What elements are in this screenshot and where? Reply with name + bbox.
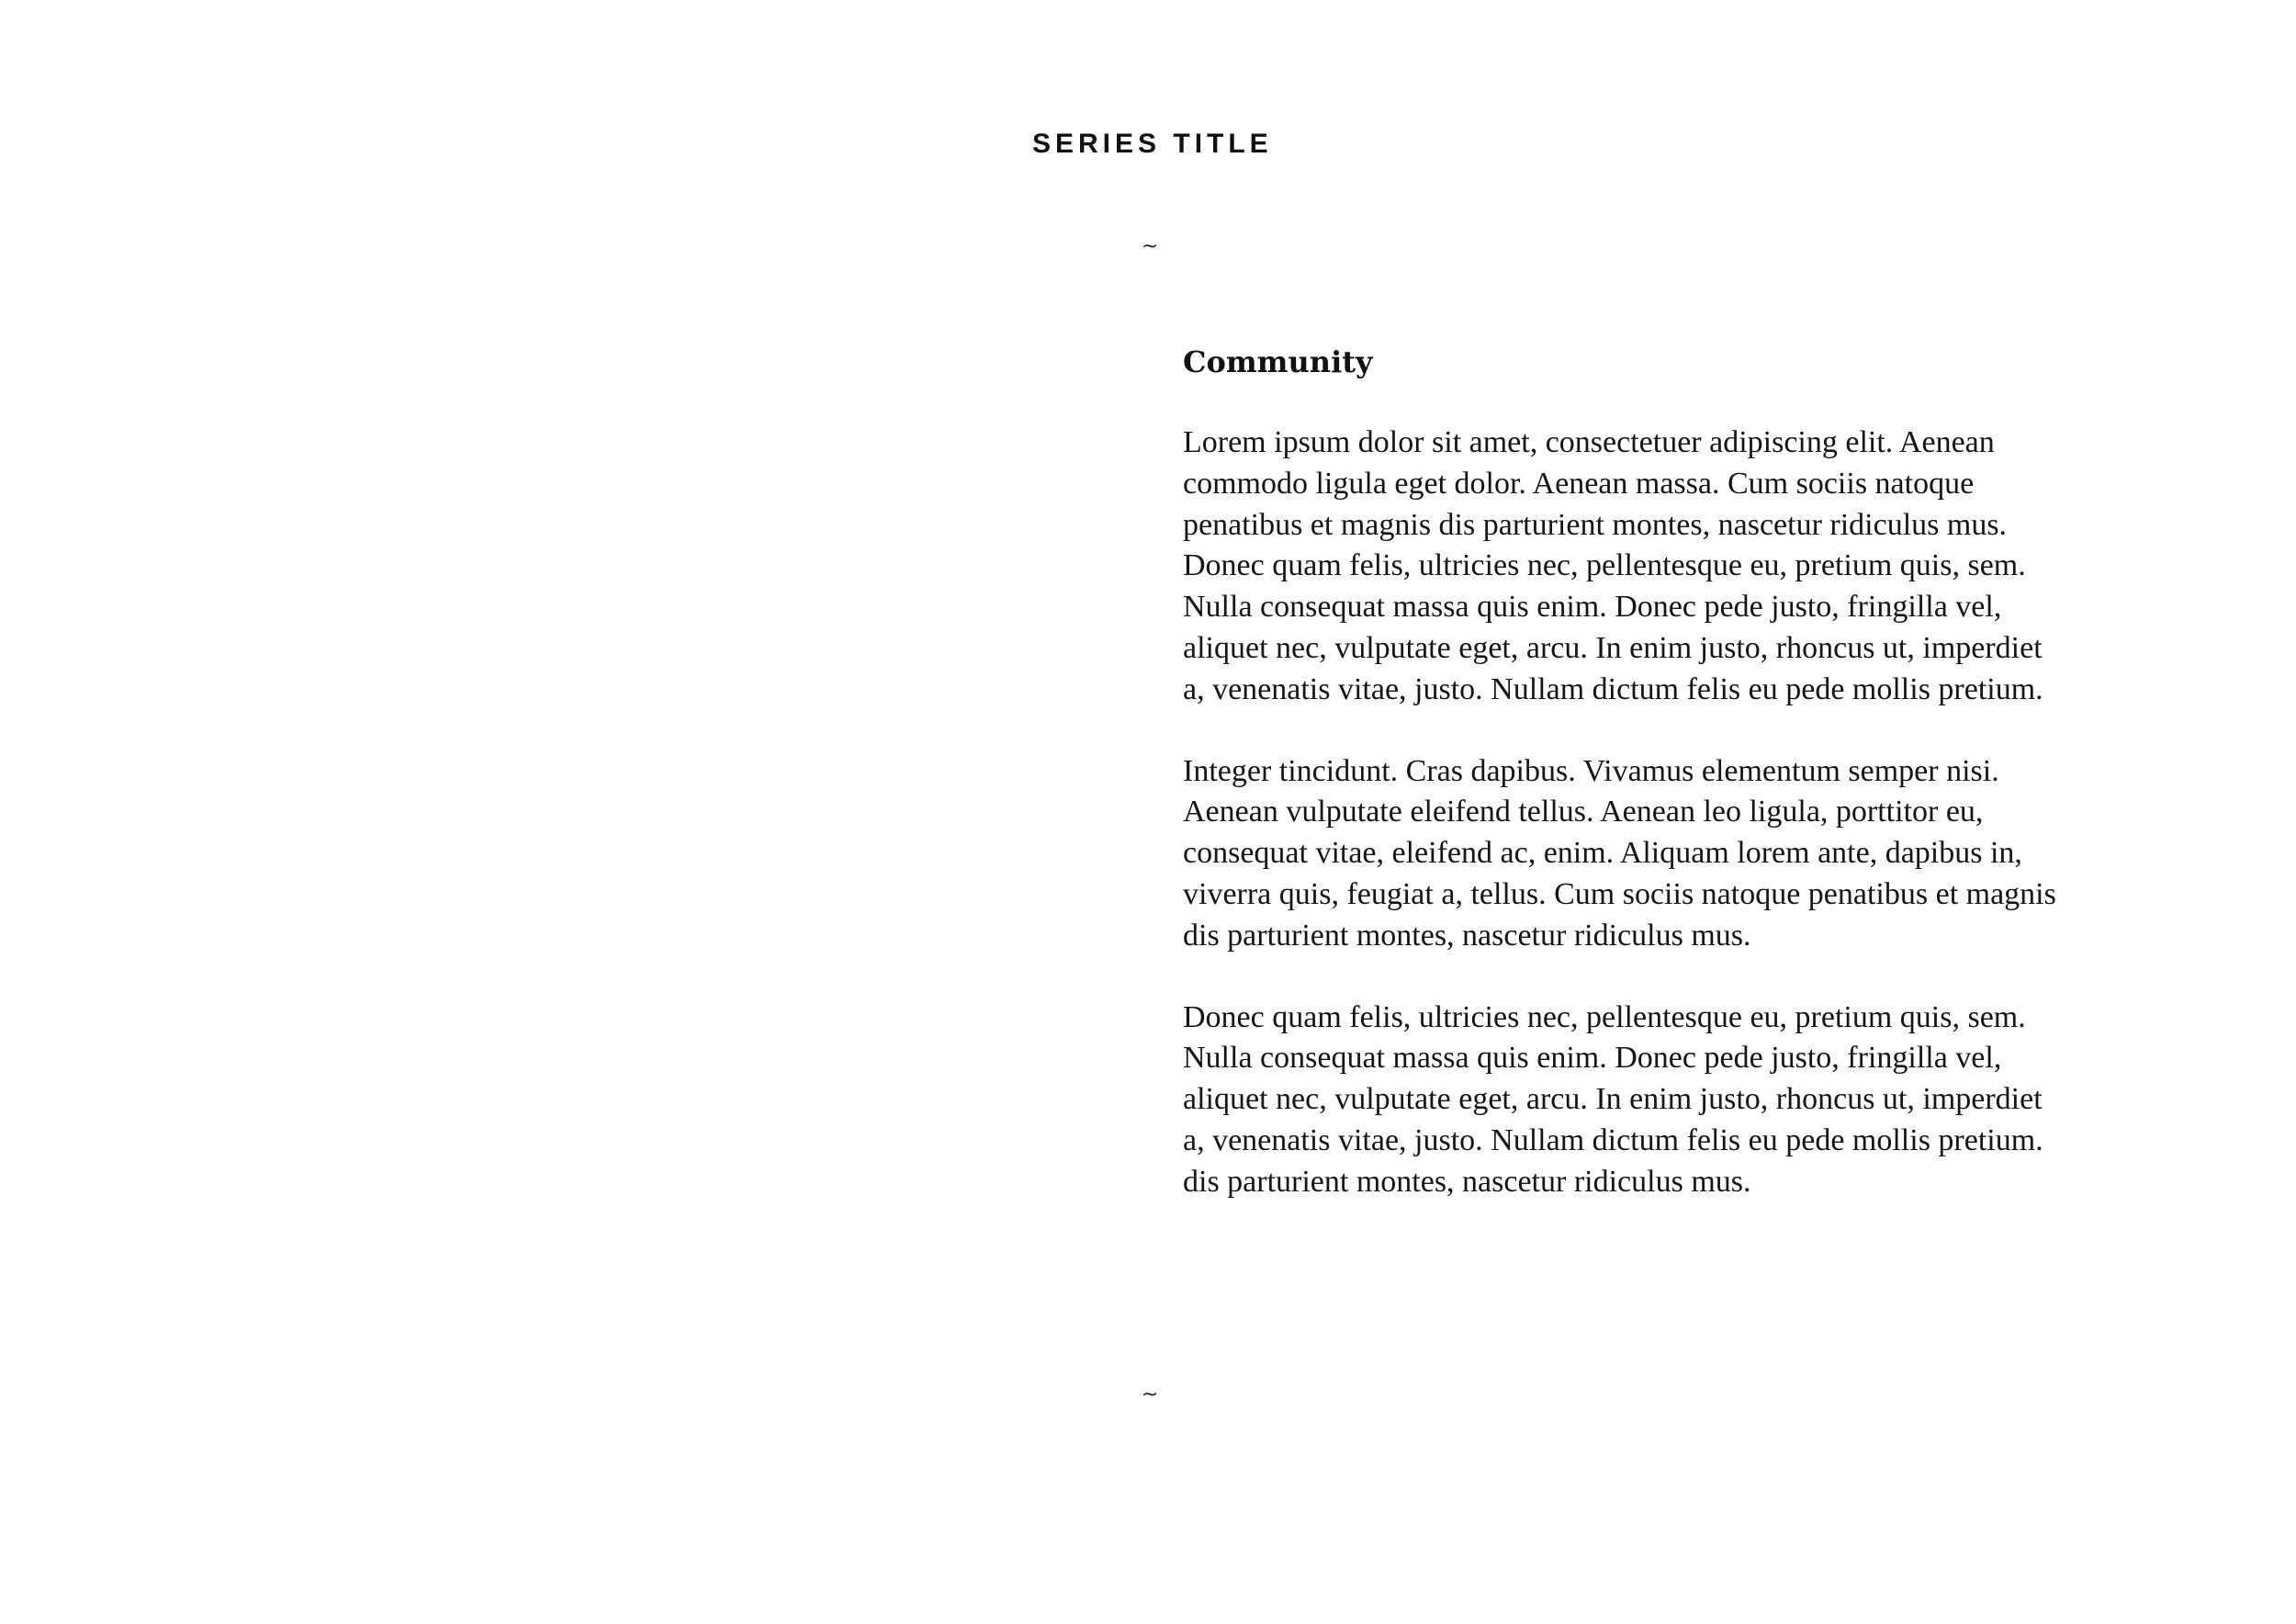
- article-body: [1183, 342, 2138, 1244]
- paragraph-line: aliquet nec, vulputate eget, arcu. In enim justo, rhoncus ut, imperdiet: [1183, 630, 2043, 665]
- paragraph-line: dis parturient montes, nascetur ridiculus mus.: [1183, 1164, 1751, 1199]
- paragraph-line: Aenean vulputate eleifend tellus. Aenean leo ligula, porttitor eu,: [1183, 795, 1984, 829]
- paragraph-line: dis parturient montes, nascetur ridiculus mus.: [1183, 918, 1751, 953]
- paragraph-2: [1183, 751, 2138, 957]
- ornament-tilde-bottom: ~: [1141, 1383, 1159, 1406]
- paragraph-line: penatibus et magnis dis parturient montes, nascetur ridiculus mus.: [1183, 507, 2008, 542]
- paragraph-line: Donec quam felis, ultricies nec, pellentesque eu, pretium quis, sem.: [1183, 999, 2026, 1034]
- paragraph-line: Donec quam felis, ultricies nec, pellentesque eu, pretium quis, sem.: [1183, 548, 2026, 583]
- paragraph-line: viverra quis, feugiat a, tellus. Cum sociis natoque penatibus et magnis: [1183, 876, 2056, 911]
- paragraph-line: aliquet nec, vulputate eget, arcu. In enim justo, rhoncus ut, imperdiet: [1183, 1082, 2043, 1117]
- paragraph-line: Nulla consequat massa quis enim. Donec pede justo, fringilla vel,: [1183, 1041, 2002, 1076]
- paragraph-line: Integer tincidunt. Cras dapibus. Vivamus elementum semper nisi.: [1183, 753, 1999, 788]
- paragraph-line: a, venenatis vitae, justo. Nullam dictum felis eu pede mollis pretium.: [1183, 1122, 2043, 1157]
- paragraph-1: [1183, 423, 2138, 711]
- paragraph-line: a, venenatis vitae, justo. Nullam dictum felis eu pede mollis pretium.: [1183, 671, 2043, 706]
- section-heading: Community: [1183, 344, 1373, 379]
- paragraph-line: Nulla consequat massa quis enim. Donec pede justo, fringilla vel,: [1183, 590, 2002, 625]
- series-title: SERIES TITLE: [1032, 129, 1273, 159]
- paragraph-line: consequat vitae, eleifend ac, enim. Aliquam lorem ante, dapibus in,: [1183, 836, 2022, 871]
- ornament-tilde-top: ~: [1141, 235, 1159, 258]
- paragraph-line: commodo ligula eget dolor. Aenean massa. Cum sociis natoque: [1183, 466, 1975, 501]
- paragraph-3: [1183, 998, 2138, 1203]
- paragraph-line: Lorem ipsum dolor sit amet, consectetuer adipiscing elit. Aenean: [1183, 425, 1995, 459]
